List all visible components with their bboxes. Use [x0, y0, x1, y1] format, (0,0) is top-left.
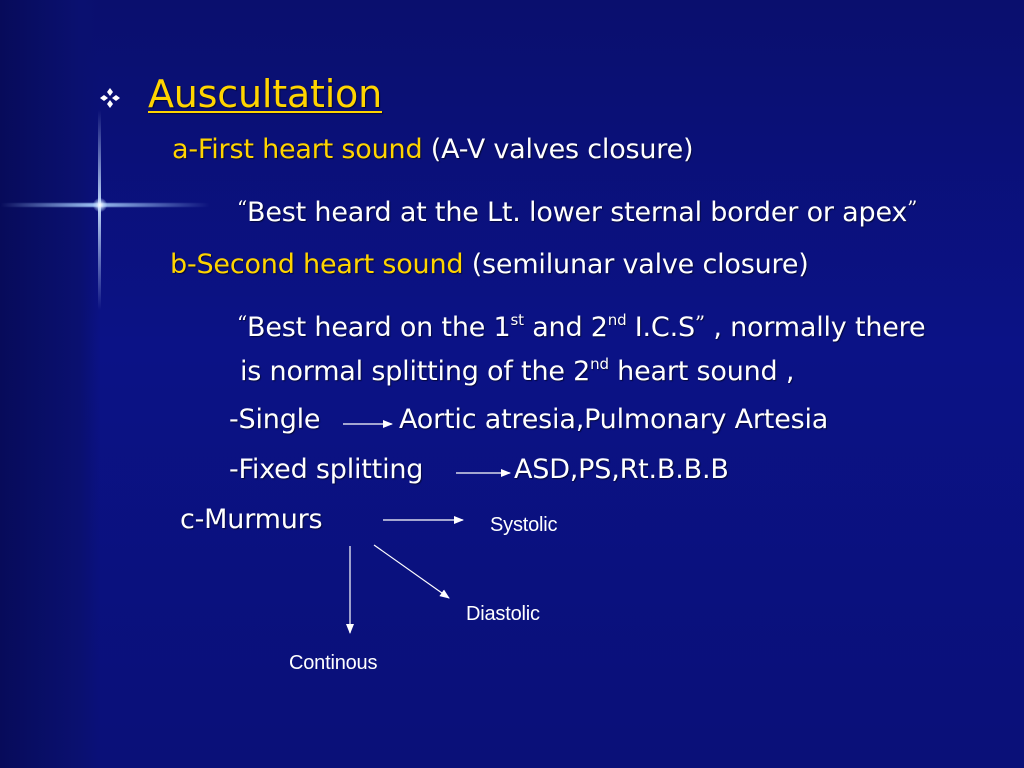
murmurs-label: c-Murmurs [180, 504, 323, 535]
quote-text-part: I.C.S [626, 312, 695, 343]
murmur-diastolic: Diastolic [466, 603, 540, 625]
splitting-note-text: heart sound , [608, 356, 795, 387]
second-heart-sound-label: b-Second heart sound [170, 249, 464, 280]
murmur-continous: Continous [289, 652, 378, 674]
quote-close: ” [694, 311, 705, 335]
single-result: Aortic atresia,Pulmonary Artesia [399, 404, 829, 435]
quote-text-part: and 2 [523, 312, 608, 343]
quote-open: “ [237, 311, 248, 335]
second-heart-sound-desc: (semilunar valve closure) [463, 249, 809, 280]
single-label: -Single [229, 404, 321, 435]
superscript: nd [607, 311, 627, 329]
splitting-note-text: is normal splitting of the 2 [240, 356, 591, 387]
superscript: st [510, 311, 524, 329]
quote-open: “ [237, 196, 248, 220]
slide-title: Auscultation [148, 72, 382, 116]
first-heart-sound-desc: (A-V valves closure) [422, 134, 694, 165]
superscript: nd [590, 355, 609, 373]
quote-text-part: Best heard on the 1 [247, 312, 511, 343]
fixed-splitting-label: -Fixed splitting [229, 454, 424, 485]
murmur-systolic: Systolic [490, 514, 558, 536]
quote-close: ” [907, 196, 918, 220]
first-quote-text: Best heard at the Lt. lower sternal border or apex [247, 197, 908, 228]
fixed-splitting-result: ASD,PS,Rt.B.B.B [514, 454, 729, 485]
diastolic-arrow [374, 545, 449, 598]
quote-continuation: , normally there [704, 312, 926, 343]
first-heart-sound-label: a-First heart sound [172, 134, 423, 165]
